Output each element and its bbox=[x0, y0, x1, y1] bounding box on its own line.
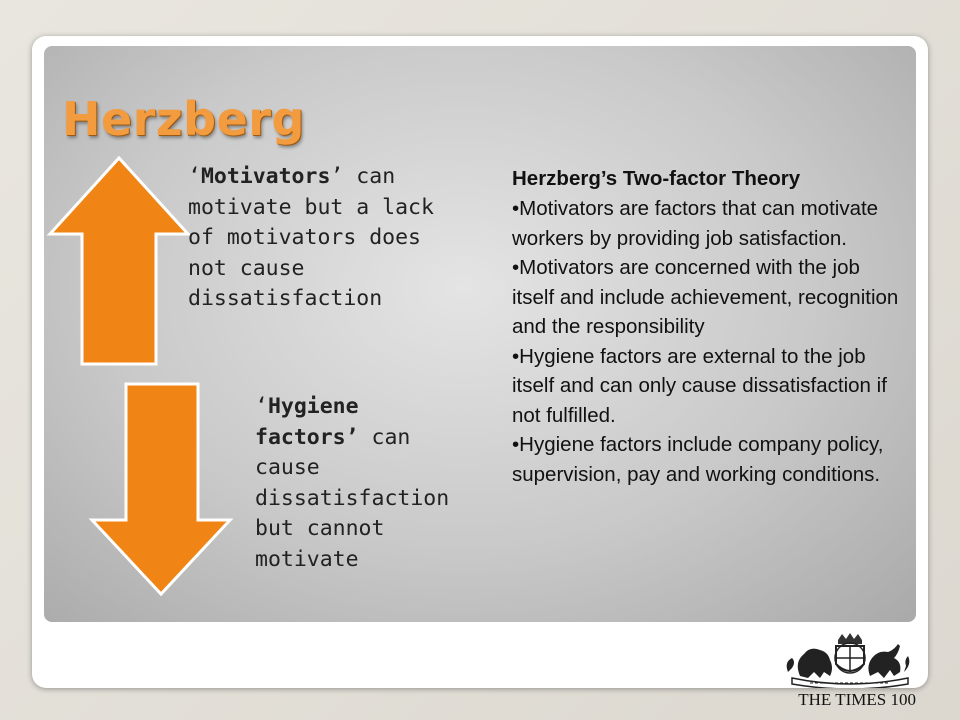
motivators-close-quote: ’ bbox=[330, 164, 344, 189]
arrow-down-icon bbox=[86, 380, 236, 602]
theory-text-box bbox=[512, 164, 907, 489]
footer-brand: THE TIMES 100 bbox=[798, 690, 916, 709]
theory-point: •Hygiene factors include company policy, supervision, pay and working conditions. bbox=[512, 433, 884, 486]
theory-point: •Motivators are concerned with the job itself and include achievement, recognition and the responsibility bbox=[512, 256, 899, 338]
royal-coat-of-arms-logo bbox=[780, 632, 916, 688]
motivators-text bbox=[188, 162, 448, 315]
hygiene-text bbox=[255, 392, 465, 575]
theory-point: •Motivators are factors that can motivate workers by providing job satisfaction. bbox=[512, 197, 879, 250]
hygiene-open-quote: ‘ bbox=[255, 394, 268, 419]
hygiene-term: Hygiene factors’ bbox=[255, 394, 359, 450]
theory-heading: Herzberg’s Two-factor Theory bbox=[512, 167, 801, 190]
motivators-description: can motivate but a lack of motivators does not cause dissatisfaction bbox=[188, 164, 434, 311]
hygiene-description: can cause dissatisfaction but cannot motivate bbox=[255, 424, 450, 572]
arrow-up-icon bbox=[44, 152, 194, 370]
motivators-open-quote: ‘ bbox=[188, 164, 201, 189]
theory-point: •Hygiene factors are external to the job itself and can only cause dissatisfaction if not fulfilled. bbox=[512, 344, 887, 427]
motivators-term: Motivators bbox=[200, 164, 331, 189]
slide-title: Herzberg bbox=[62, 92, 305, 146]
